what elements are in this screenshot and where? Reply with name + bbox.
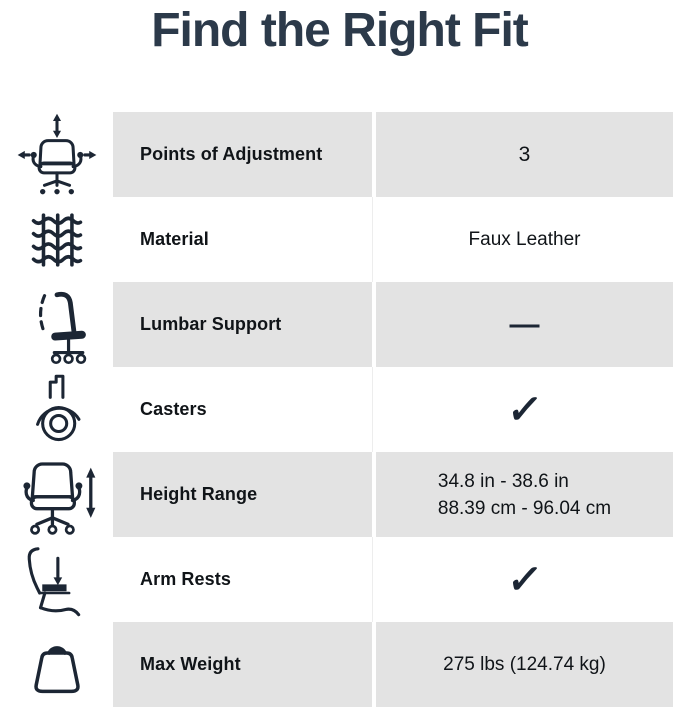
spec-value-cell <box>376 537 673 622</box>
spec-table <box>0 112 679 707</box>
row-icon-cell <box>0 367 113 452</box>
spec-value-multiline <box>438 468 611 522</box>
spec-label-cell <box>113 282 372 367</box>
spec-value-cell <box>376 622 673 707</box>
row-icon-cell <box>0 452 113 537</box>
page-title: Find the Right Fit <box>151 4 528 57</box>
fabric-weave-icon <box>25 206 89 274</box>
row-icon-cell <box>0 282 113 367</box>
table-row <box>0 282 673 367</box>
height-range-chair-icon <box>14 453 100 537</box>
spec-label-cell <box>113 452 372 537</box>
spec-label-cell <box>113 367 372 452</box>
table-row <box>0 537 673 622</box>
spec-value-cell <box>376 367 673 452</box>
spec-value-cell <box>376 452 673 537</box>
table-row <box>0 197 673 282</box>
spec-label: Arm Rests <box>140 569 231 589</box>
row-icon-cell <box>0 537 113 622</box>
no-feature-dash: — <box>509 307 540 341</box>
spec-value: Faux Leather <box>468 228 581 250</box>
points-of-adjustment-chair-icon <box>16 112 98 197</box>
row-icon-cell <box>0 622 113 707</box>
title-bar <box>0 0 679 112</box>
spec-label-cell <box>113 112 372 197</box>
spec-label: Points of Adjustment <box>140 144 323 164</box>
spec-value-cell <box>376 282 673 367</box>
spec-label: Material <box>140 229 209 249</box>
spec-label: Lumbar Support <box>140 314 282 334</box>
spec-label-cell <box>113 622 372 707</box>
height-range-cm: 88.39 cm - 96.04 cm <box>437 497 612 519</box>
spec-value: 275 lbs (124.74 kg) <box>443 653 606 675</box>
lumbar-support-chair-icon <box>17 284 97 366</box>
spec-label-cell <box>113 197 372 282</box>
table-row <box>0 112 673 197</box>
spec-value: 3 <box>518 142 531 166</box>
caster-wheel-icon <box>19 370 95 450</box>
row-icon-cell <box>0 112 113 197</box>
height-range-inches: 34.8 in - 38.6 in <box>437 470 569 492</box>
table-row <box>0 367 673 452</box>
table-row <box>0 452 673 537</box>
spec-label: Height Range <box>140 484 258 504</box>
row-icon-cell <box>0 197 113 282</box>
spec-value-cell <box>376 197 673 282</box>
max-weight-icon <box>21 627 93 703</box>
spec-value-cell <box>376 112 673 197</box>
spec-label-cell <box>113 537 372 622</box>
checkmark-glyph: ✓ <box>504 387 545 432</box>
armrest-icon <box>18 540 96 620</box>
checkmark-glyph: ✓ <box>504 557 545 602</box>
spec-label: Casters <box>140 399 207 419</box>
table-row <box>0 622 673 707</box>
spec-label: Max Weight <box>140 654 241 674</box>
